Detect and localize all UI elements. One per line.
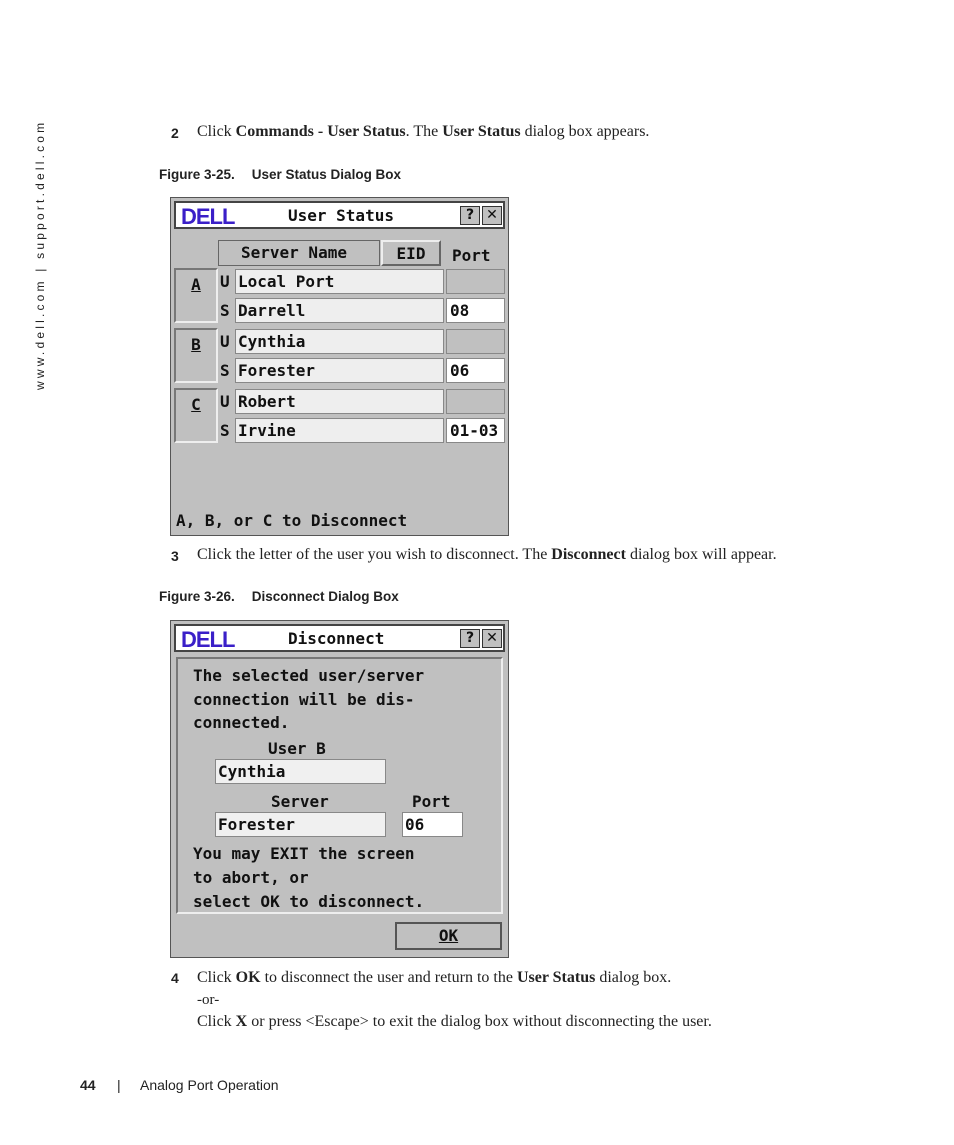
message-line: connected.	[193, 713, 290, 732]
step-2-text: Click Commands - User Status. The User Status dialog box appears.	[197, 123, 650, 140]
title-bar	[174, 624, 505, 652]
step-number: 2	[171, 125, 179, 141]
user-field: Cynthia	[215, 759, 386, 784]
user-name-field: Robert	[235, 389, 444, 414]
user-name-field: Cynthia	[235, 329, 444, 354]
user-status-dialog	[170, 197, 509, 536]
step-number: 4	[171, 970, 179, 986]
close-button[interactable]: ✕	[482, 629, 502, 648]
user-label: U	[220, 332, 230, 351]
user-port-field	[446, 329, 505, 354]
disconnect-b-button[interactable]: B	[174, 328, 218, 383]
server-port-field: 01-03	[446, 418, 505, 443]
message-line: connection will be dis-	[193, 690, 415, 709]
user-port-field	[446, 269, 505, 294]
server-label: S	[220, 361, 230, 380]
title-bar	[174, 201, 505, 229]
step-3-text: Click the letter of the user you wish to disconnect. The Disconnect dialog box will appear.	[197, 546, 777, 563]
port-field: 06	[402, 812, 463, 837]
page-number: 44	[80, 1077, 96, 1093]
user-label: U	[220, 272, 230, 291]
message-line: The selected user/server	[193, 666, 425, 685]
dell-logo: DELL	[181, 204, 235, 229]
server-field: Forester	[215, 812, 386, 837]
server-name-field: Darrell	[235, 298, 444, 323]
step-number: 3	[171, 548, 179, 564]
server-name-field: Forester	[235, 358, 444, 383]
server-name-field: Irvine	[235, 418, 444, 443]
server-port-field: 06	[446, 358, 505, 383]
disconnect-a-button[interactable]: A	[174, 268, 218, 323]
dell-logo: DELL	[181, 627, 235, 652]
user-label: U	[220, 392, 230, 411]
step-4-alt-text: Click X or press <Escape> to exit the dialog box without disconnecting the user.	[197, 1013, 712, 1030]
ok-button[interactable]: OK	[395, 922, 502, 950]
help-button[interactable]: ?	[460, 206, 480, 225]
figure-caption: Figure 3-26. Disconnect Dialog Box	[159, 589, 399, 604]
step-4-text: Click OK to disconnect the user and return to the User Status dialog box.	[197, 969, 672, 986]
close-button[interactable]: ✕	[482, 206, 502, 225]
dialog-title: Disconnect	[288, 629, 385, 648]
footer-separator: |	[117, 1077, 121, 1093]
server-name-header[interactable]: Server Name	[218, 240, 380, 266]
port-header: Port	[452, 246, 491, 265]
disconnect-dialog	[170, 620, 509, 958]
help-button[interactable]: ?	[460, 629, 480, 648]
sidebar-url: www.dell.com | support.dell.com	[33, 119, 47, 390]
server-port-field: 08	[446, 298, 505, 323]
server-label: S	[220, 301, 230, 320]
exit-line: You may EXIT the screen	[193, 844, 415, 863]
section-title: Analog Port Operation	[140, 1077, 279, 1093]
or-text: -or-	[197, 992, 220, 1008]
user-port-field	[446, 389, 505, 414]
disconnect-instructions: A, B, or C to Disconnect	[176, 511, 408, 530]
exit-line: select OK to disconnect.	[193, 892, 425, 911]
exit-line: to abort, or	[193, 868, 309, 887]
port-label: Port	[412, 792, 451, 811]
eid-header[interactable]: EID	[381, 240, 441, 266]
server-label: Server	[271, 792, 329, 811]
user-label: User B	[268, 739, 326, 758]
figure-caption: Figure 3-25. User Status Dialog Box	[159, 167, 402, 182]
disconnect-c-button[interactable]: C	[174, 388, 218, 443]
server-label: S	[220, 421, 230, 440]
user-name-field: Local Port	[235, 269, 444, 294]
dialog-title: User Status	[288, 206, 394, 225]
